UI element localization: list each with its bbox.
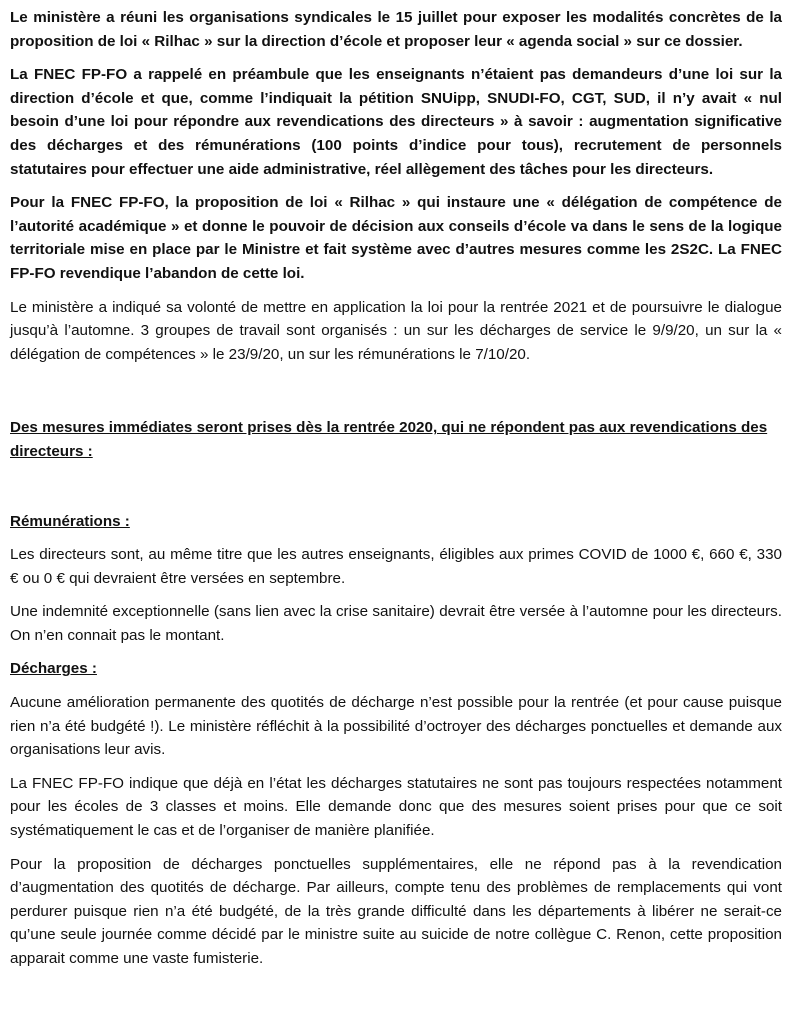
intro-paragraph-4: Le ministère a indiqué sa volonté de mettre en application la loi pour la rentrée 2021 et de poursuivre le dialogue jusqu’à l’automne. 3 groupes de travail sont organisés : un sur les décharges de service le 9/9/20, un sur la « délégation de compétences » le 23/9/20, un sur les rémunérations le 7/10/20. xyxy=(10,298,782,363)
decharges-paragraph-1: Aucune amélioration permanente des quotités de décharge n’est possible pour la rentrée (et pour cause puisque rien n’a été budgété !). Le ministère réfléchit à la possibilité d’octroyer des décharges ponctuelles et demande aux organisations leur avis. xyxy=(10,694,782,759)
decharges-heading: Décharges : xyxy=(10,660,97,678)
remunerations-heading: Rémunérations : xyxy=(10,512,130,530)
decharges-paragraph-3: Pour la proposition de décharges ponctuelles supplémentaires, elle ne répond pas à la revendication d’augmentation des quotités de décharge. Par ailleurs, compte tenu des problèmes de remplacements qui vont perdurer puisque rien n’a été budgété, de la très grande difficulté dans les départements à libérer ne serait-ce qu’une seule journée comme décidé par le ministre suite au suicide de notre collègue C. Renon, cette proposition apparait comme une vaste fumisterie. xyxy=(10,855,782,967)
decharges-paragraph-2: La FNEC FP-FO indique que déjà en l’état les décharges statutaires ne sont pas toujours respectées notamment pour les écoles de 3 classes et moins. Elle demande donc que des mesures soient prises pour que ce soit systématiquement le cas et de l’organiser de manière planifiée. xyxy=(10,774,782,840)
remunerations-paragraph-1: Les directeurs sont, au même titre que les autres enseignants, éligibles aux primes COVID de 1000 €, 660 €, 330 € ou 0 € qui devraient être versées en septembre. xyxy=(10,546,782,587)
intro-paragraph-2: La FNEC FP-FO a rappelé en préambule que les enseignants n’étaient pas demandeurs d’une loi sur la direction d’école et que, comme l’indiquait la pétition SNUipp, SNUDI-FO, CGT, SUD, il n’y avait « nul besoin d’une loi pour répondre aux revendications des directeurs » à savoir : augmentation significative des décharges et des rémunérations (100 points d’indice pour tous), recrutement de personnels statutaires pour effectuer une aide administrative, réel allègement des tâches pour les directeurs. xyxy=(10,66,782,178)
measures-heading: Des mesures immédiates seront prises dès la rentrée 2020, qui ne répondent pas aux revendications des directeurs : xyxy=(10,419,768,460)
intro-paragraph-1: Le ministère a réuni les organisations syndicales le 15 juillet pour exposer les modalités concrètes de la proposition de loi « Rilhac » sur la direction d’école et proposer leur « agenda social » sur ce dossier. xyxy=(10,9,782,50)
intro-paragraph-3: Pour la FNEC FP-FO, la proposition de loi « Rilhac » qui instaure une « délégation de compétence de l’autorité académique » et donne le pouvoir de décision aux conseils d’école va dans le sens de la logique territoriale mise en place par le Ministre et fait système avec d’autres mesures comme les 2S2C. La FNEC FP-FO revendique l’abandon de cette loi. xyxy=(10,194,782,282)
spacer xyxy=(10,464,782,510)
remunerations-paragraph-2: Une indemnité exceptionnelle (sans lien avec la crise sanitaire) devrait être versée à l’automne pour les directeurs. On n’en connait pas le montant. xyxy=(10,603,782,644)
spacer xyxy=(10,376,782,416)
